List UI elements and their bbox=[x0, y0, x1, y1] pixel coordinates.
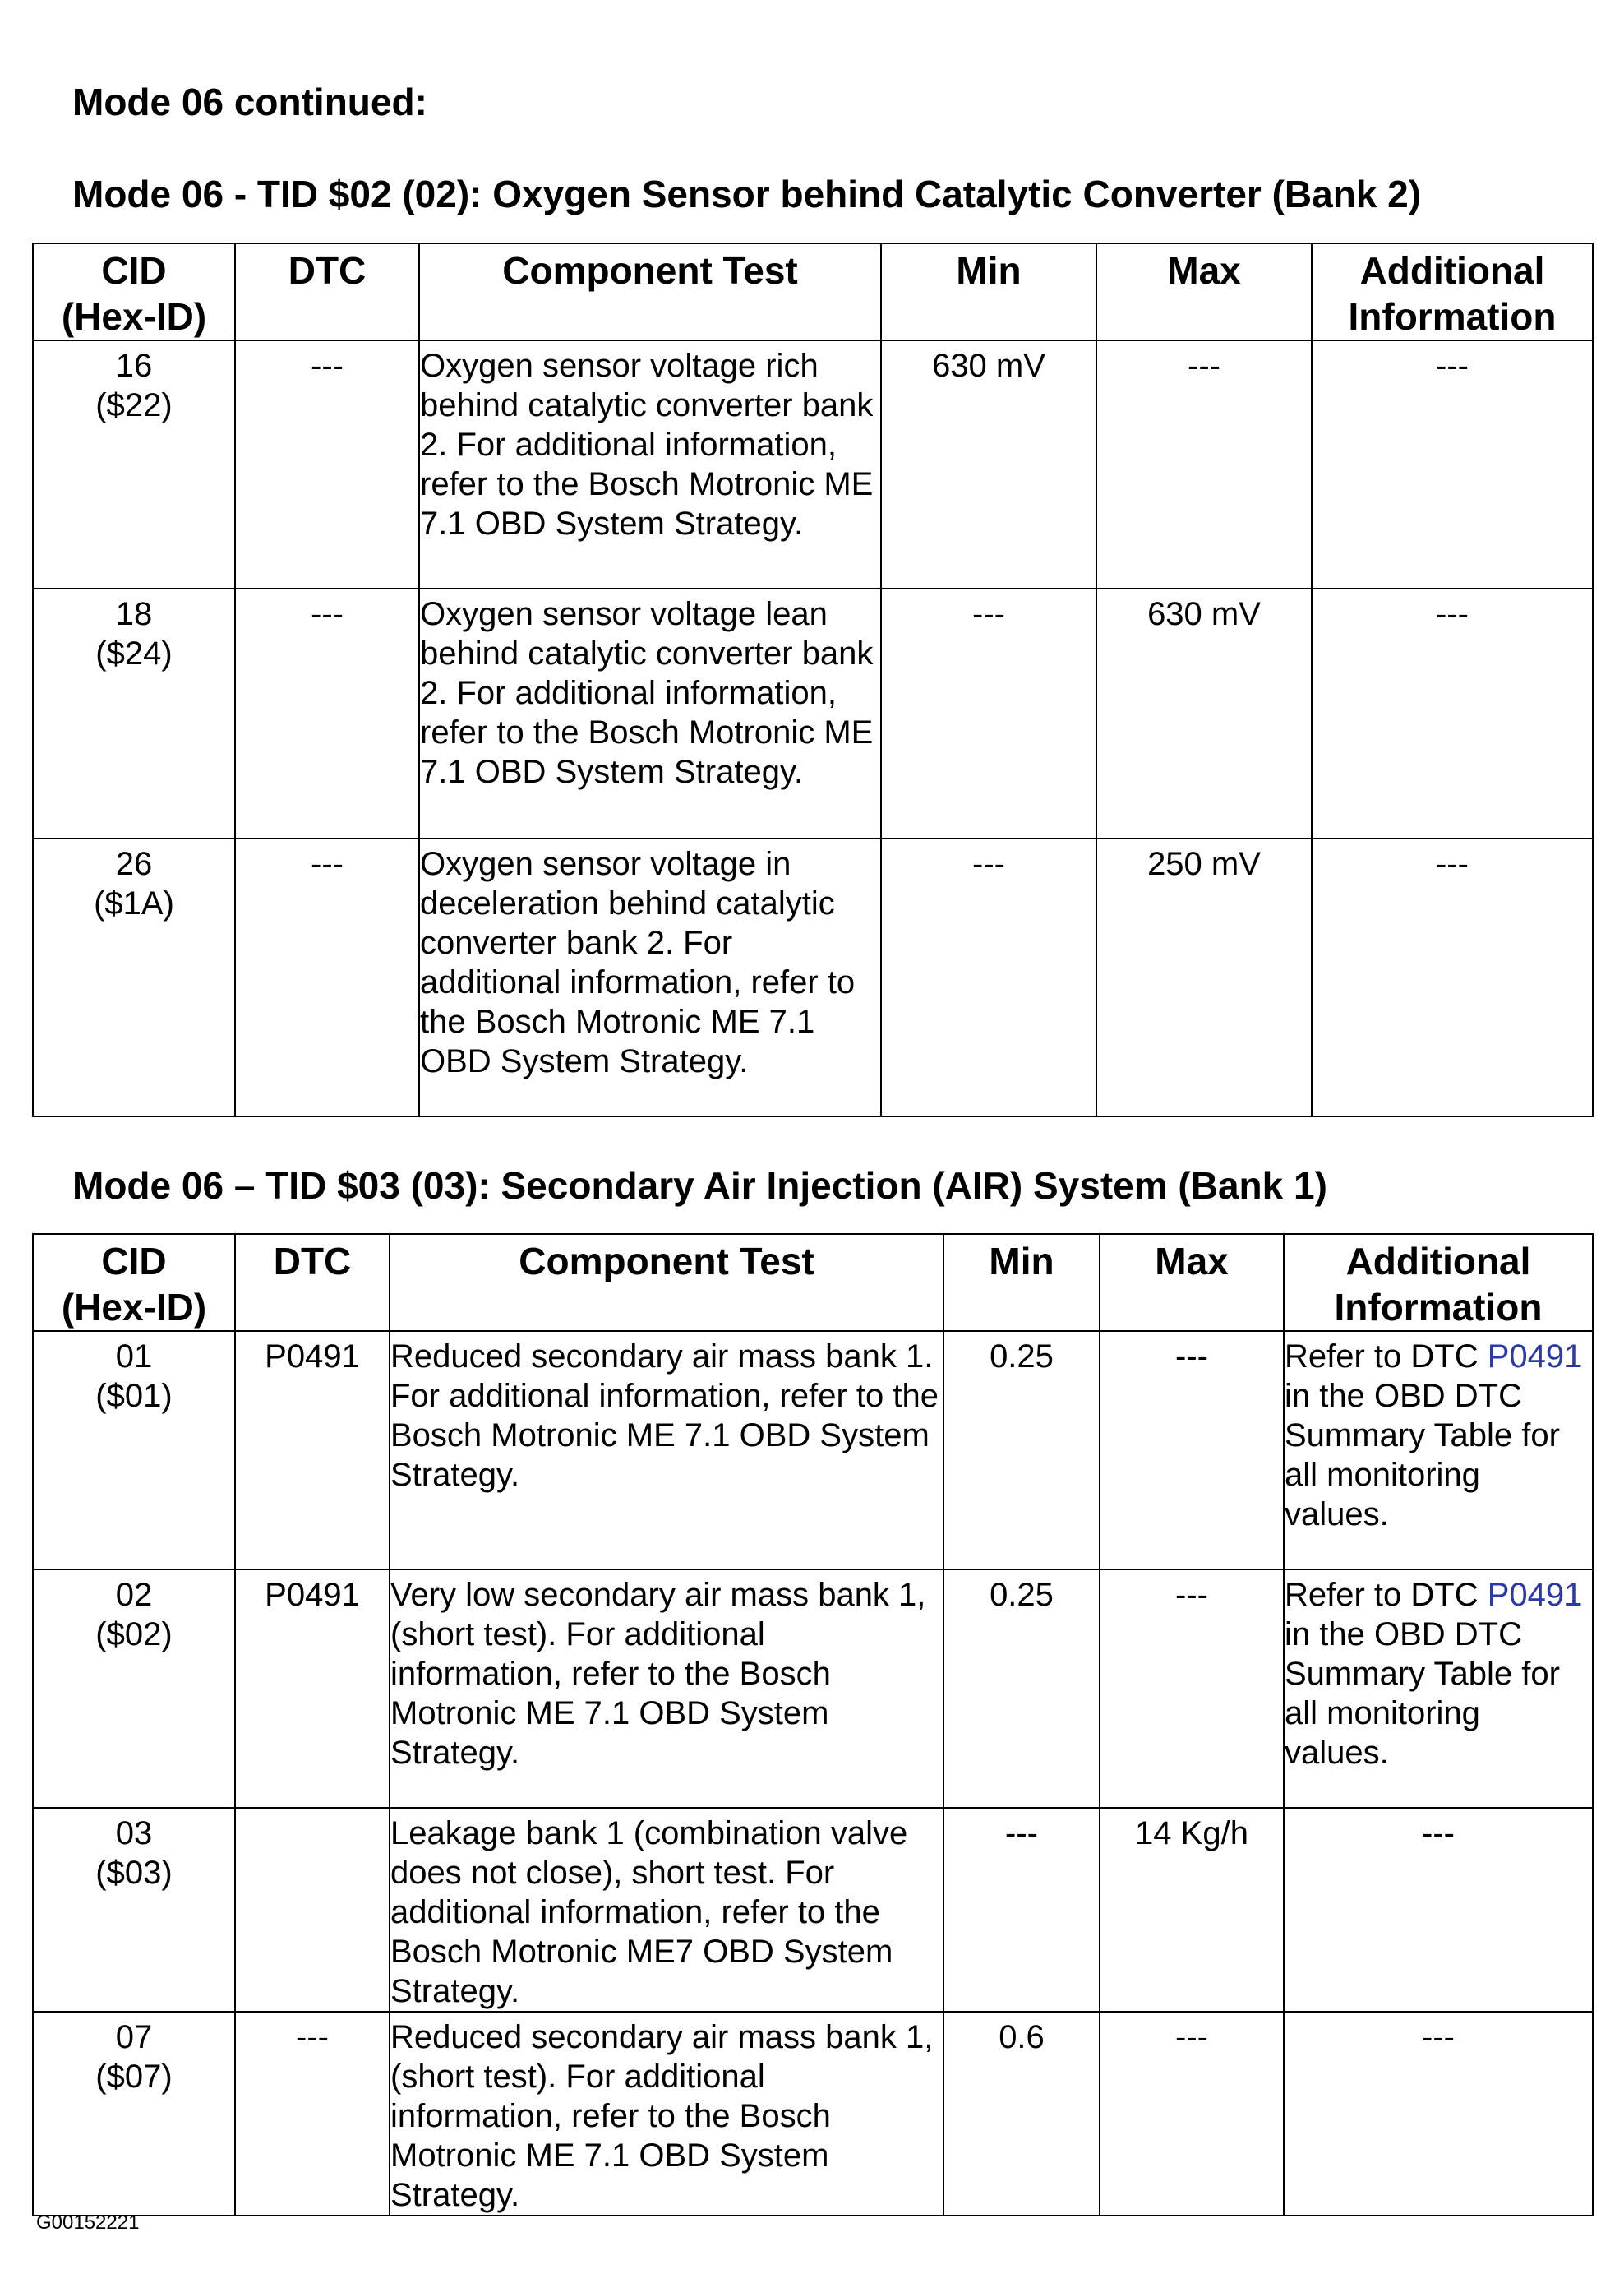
column-header-test: Component Test bbox=[390, 1234, 943, 1331]
column-header-dtc: DTC bbox=[235, 243, 419, 340]
cell-cid: 26 ($1A) bbox=[33, 839, 235, 1116]
cell-max: 630 mV bbox=[1096, 589, 1312, 839]
column-header-min: Min bbox=[943, 1234, 1100, 1331]
cell-cid: 18 ($24) bbox=[33, 589, 235, 839]
column-header-dtc: DTC bbox=[235, 1234, 390, 1331]
cell-dtc: --- bbox=[235, 839, 419, 1116]
table-tid02 bbox=[32, 243, 1594, 1117]
cell-min: 0.6 bbox=[943, 2012, 1100, 2216]
column-header-info: Additional Information bbox=[1284, 1234, 1593, 1331]
cell-min: --- bbox=[943, 1808, 1100, 2012]
cell-min: 630 mV bbox=[881, 340, 1096, 589]
column-header-min: Min bbox=[881, 243, 1096, 340]
cell-dtc: --- bbox=[235, 2012, 390, 2216]
cell-info: Refer to DTC P0491 in the OBD DTC Summary Table for all monitoring values. bbox=[1284, 1331, 1593, 1569]
cell-dtc: P0491 bbox=[235, 1331, 390, 1569]
cell-min: 0.25 bbox=[943, 1331, 1100, 1569]
cell-dtc: --- bbox=[235, 589, 419, 839]
column-header-test: Component Test bbox=[419, 243, 881, 340]
cell-cid: 01 ($01) bbox=[33, 1331, 235, 1569]
cell-min: 0.25 bbox=[943, 1569, 1100, 1808]
cell-max: --- bbox=[1096, 340, 1312, 589]
table-header-row bbox=[33, 1234, 1593, 1331]
cell-info: --- bbox=[1312, 589, 1593, 839]
table-header-row bbox=[33, 243, 1593, 340]
cell-max: 14 Kg/h bbox=[1100, 1808, 1284, 2012]
cell-test: Reduced secondary air mass bank 1, (short test). For additional information, refer to the Bosch Motronic ME 7.1 OBD System Strategy. bbox=[390, 2012, 943, 2216]
table-row bbox=[33, 1569, 1593, 1808]
cell-cid: 07 ($07) bbox=[33, 2012, 235, 2216]
cell-test: Oxygen sensor voltage lean behind catalytic converter bank 2. For additional information, refer to the Bosch Motronic ME 7.1 OBD System Strategy. bbox=[419, 589, 881, 839]
cell-max: --- bbox=[1100, 1331, 1284, 1569]
cell-info: --- bbox=[1284, 2012, 1593, 2216]
cell-dtc: --- bbox=[235, 340, 419, 589]
table-row bbox=[33, 1808, 1593, 2012]
cell-min: --- bbox=[881, 589, 1096, 839]
cell-test: Reduced secondary air mass bank 1. For additional information, refer to the Bosch Motronic ME 7.1 OBD System Strategy. bbox=[390, 1331, 943, 1569]
cell-info: --- bbox=[1312, 340, 1593, 589]
cell-test: Oxygen sensor voltage in deceleration behind catalytic converter bank 2. For additional information, refer to the Bosch Motronic ME 7.1 OBD System Strategy. bbox=[419, 839, 881, 1116]
column-header-max: Max bbox=[1096, 243, 1312, 340]
cell-info: --- bbox=[1284, 1808, 1593, 2012]
cell-max: --- bbox=[1100, 2012, 1284, 2216]
section-heading-tid03: Mode 06 – TID $03 (03): Secondary Air Injection (AIR) System (Bank 1) bbox=[72, 1164, 1327, 1207]
cell-cid: 03 ($03) bbox=[33, 1808, 235, 2012]
cell-dtc bbox=[235, 1808, 390, 2012]
table-tid03 bbox=[32, 1233, 1594, 2216]
column-header-cid: CID (Hex-ID) bbox=[33, 1234, 235, 1331]
cell-info: --- bbox=[1312, 839, 1593, 1116]
cell-min: --- bbox=[881, 839, 1096, 1116]
table-row bbox=[33, 1331, 1593, 1569]
dtc-link-p0491[interactable]: P0491 bbox=[1487, 1577, 1583, 1613]
column-header-max: Max bbox=[1100, 1234, 1284, 1331]
figure-id: G00152221 bbox=[36, 2211, 140, 2234]
table-row bbox=[33, 340, 1593, 589]
column-header-cid: CID (Hex-ID) bbox=[33, 243, 235, 340]
section-heading-continued: Mode 06 continued: bbox=[72, 81, 427, 123]
cell-cid: 02 ($02) bbox=[33, 1569, 235, 1808]
cell-max: --- bbox=[1100, 1569, 1284, 1808]
table-row bbox=[33, 839, 1593, 1116]
cell-info: Refer to DTC P0491 in the OBD DTC Summary Table for all monitoring values. bbox=[1284, 1569, 1593, 1808]
column-header-info: Additional Information bbox=[1312, 243, 1593, 340]
dtc-link-p0491[interactable]: P0491 bbox=[1487, 1338, 1583, 1375]
section-heading-tid02: Mode 06 - TID $02 (02): Oxygen Sensor behind Catalytic Converter (Bank 2) bbox=[72, 173, 1422, 215]
table-row bbox=[33, 2012, 1593, 2216]
cell-test: Very low secondary air mass bank 1, (short test). For additional information, refer to the Bosch Motronic ME 7.1 OBD System Strategy. bbox=[390, 1569, 943, 1808]
cell-test: Leakage bank 1 (combination valve does not close), short test. For additional information, refer to the Bosch Motronic ME7 OBD System Strategy. bbox=[390, 1808, 943, 2012]
cell-max: 250 mV bbox=[1096, 839, 1312, 1116]
cell-cid: 16 ($22) bbox=[33, 340, 235, 589]
cell-dtc: P0491 bbox=[235, 1569, 390, 1808]
table-row bbox=[33, 589, 1593, 839]
cell-test: Oxygen sensor voltage rich behind catalytic converter bank 2. For additional information, refer to the Bosch Motronic ME 7.1 OBD System Strategy. bbox=[419, 340, 881, 589]
